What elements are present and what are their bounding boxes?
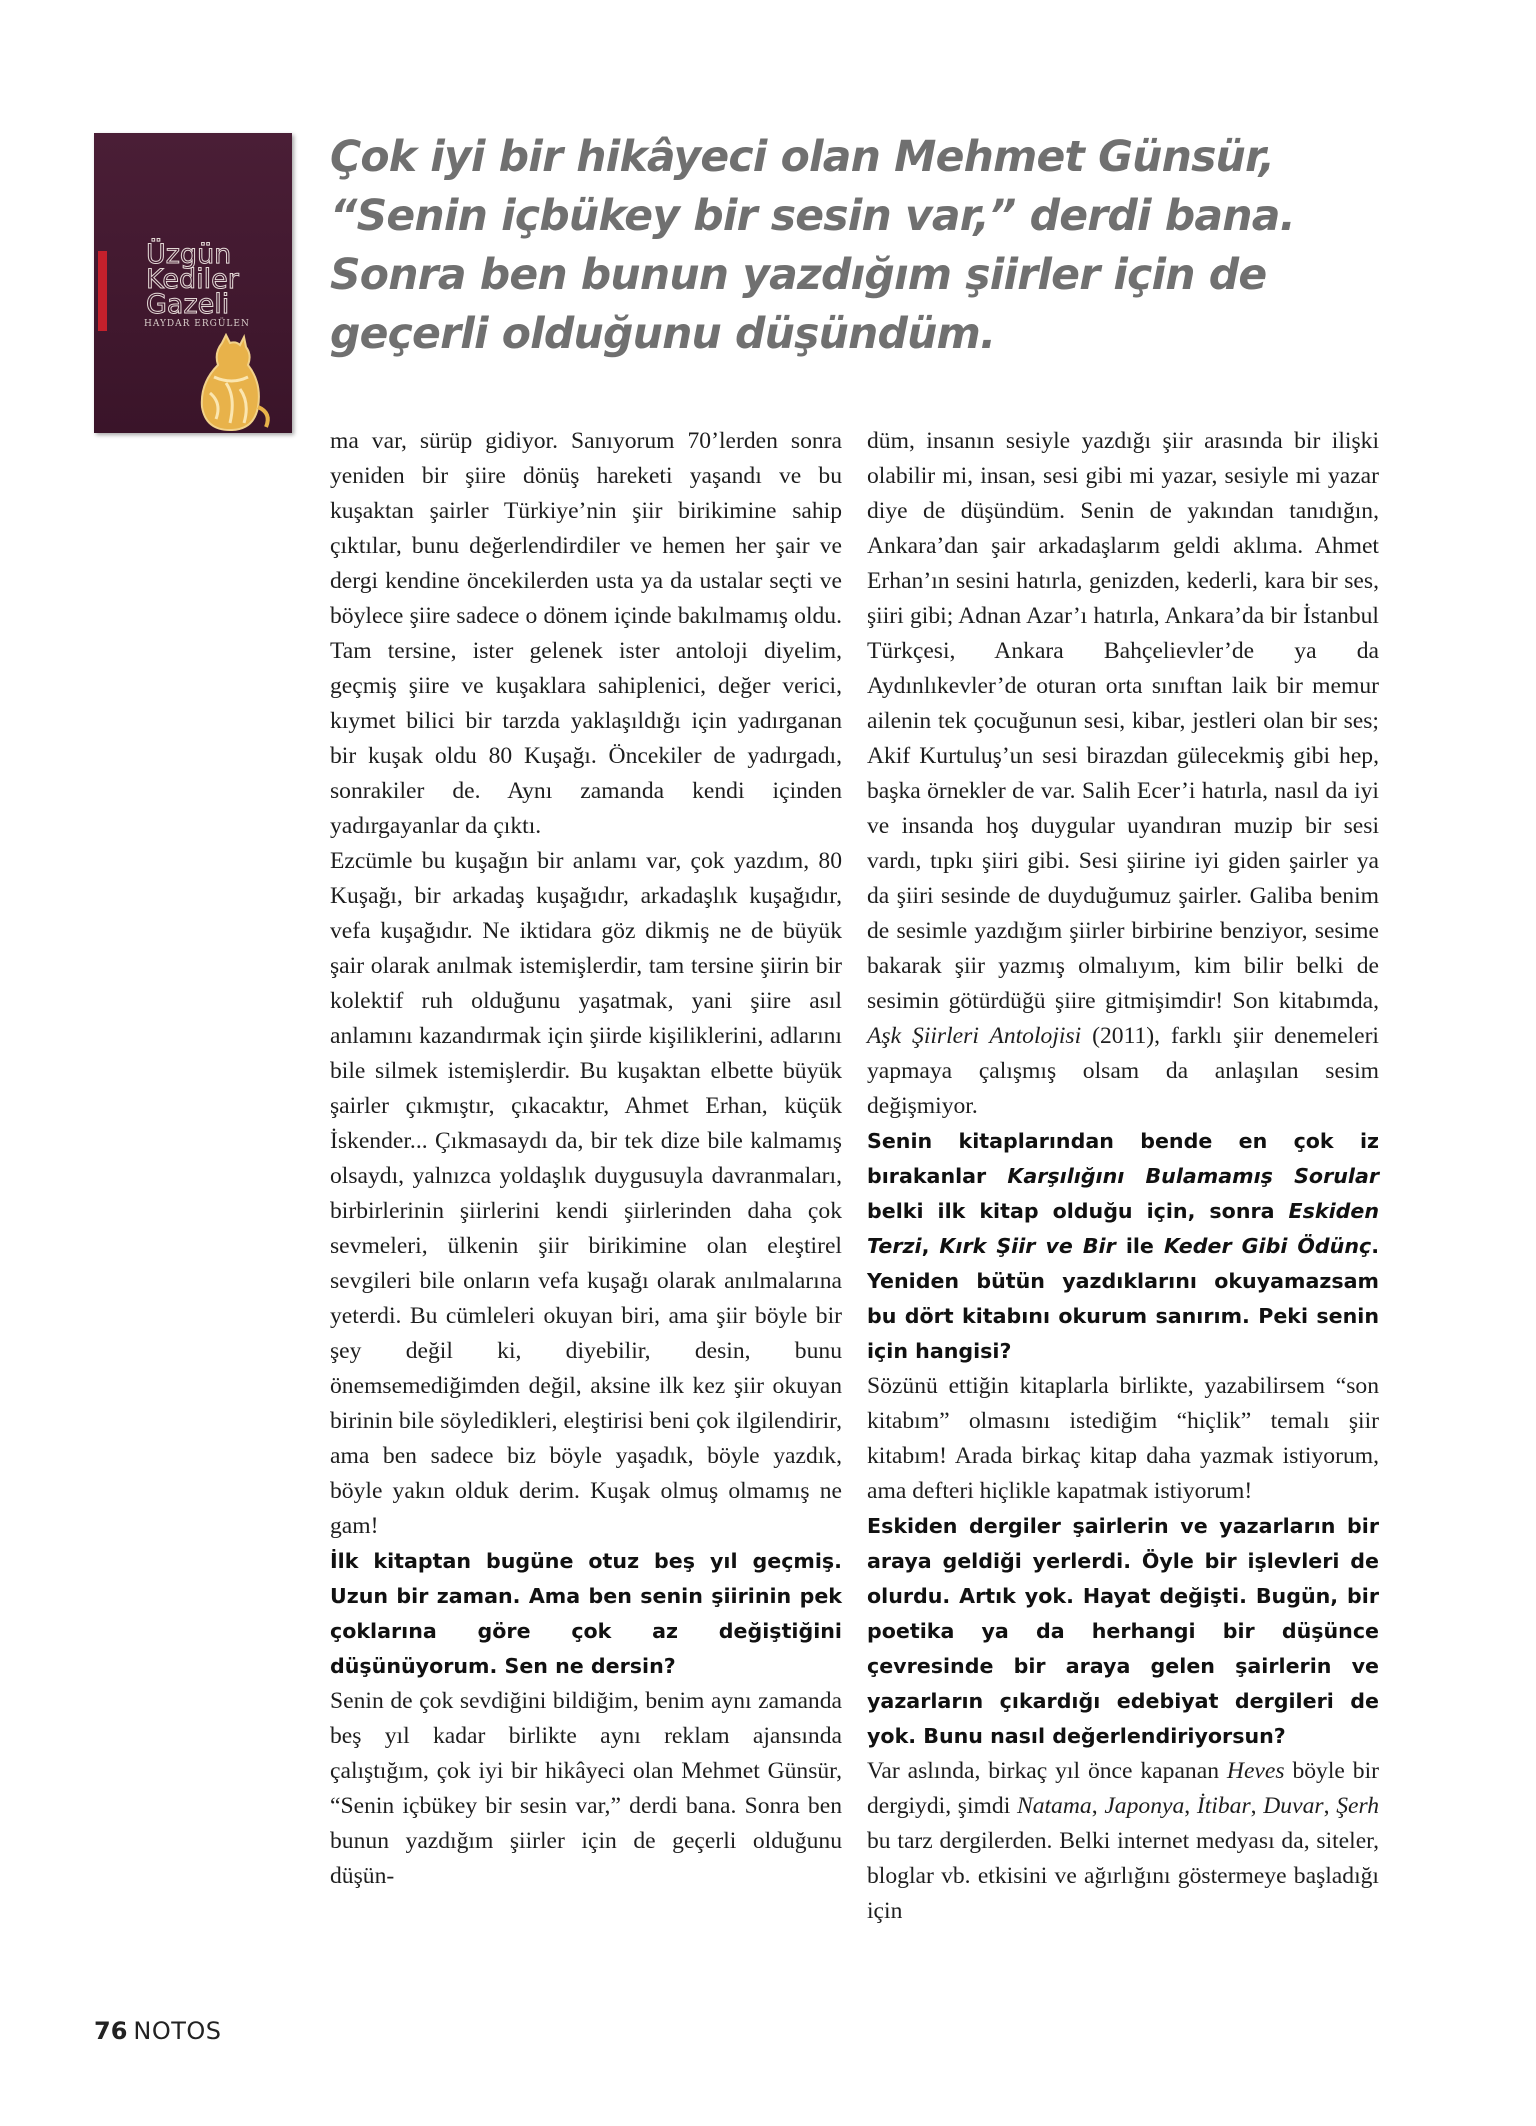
cat-illustration-icon — [192, 333, 272, 433]
book-title-line-2: Kediler — [146, 264, 239, 295]
interview-question: Eskiden dergiler şairlerin ve yazarların bir araya geldiği yerlerdi. Öyle bir işlevleri de olurdu. Artık yok. Hayat değişti. Bugün, bir poetika ya da herhangi bir düşünce çevresinde bir araya gelen şairlerin ve yazarların çıkardığı edebiyat dergileri de yok. Bunu nasıl değerlendiriyorsun? — [867, 1514, 1379, 1748]
book-title-reference: Keder Gibi Ödünç — [1163, 1234, 1372, 1258]
book-cover-image — [94, 133, 292, 433]
interview-question: Senin kitaplarından bende en çok iz bırakanlar Karşılığını Bulamamış Sorular belki ilk kitap olduğu için, sonra Eskiden Terzi, Kırk Şiir ve Bir ile Keder Gibi Ödünç. Yeniden bütün yazdıklarını okuyamazsam bu dört kitabını okurum sanırım. Peki senin için hangisi? — [867, 1129, 1380, 1363]
interview-question: İlk kitaptan bugüne otuz beş yıl geçmiş. Uzun bir zaman. Ama ben senin şiirinin pek çoklarına göre çok az değiştiğini düşünüyorum. Sen ne dersin? — [330, 1549, 842, 1678]
book-title-reference: Aşk Şiirleri Antolojisi — [867, 1023, 1082, 1049]
magazine-reference: Japonya — [1104, 1793, 1185, 1819]
answer-paragraph: Senin de çok sevdiğini bildiğim, benim aynı zamanda beş yıl kadar birlikte aynı reklam ajansında çalıştığım, çok iyi bir hikâyeci olan Mehmet Günsür, “Senin içbükey bir sesin var,” derdi bana. Sonra ben bunun yazdığım şiirler için de geçerli olduğunu düşün- — [330, 1688, 842, 1889]
magazine-name: NOTOS — [133, 2017, 222, 2045]
article-column-right — [867, 424, 1379, 1929]
pull-quote: Çok iyi bir hikâyeci olan Mehmet Günsür, “Senin içbükey bir sesin var,” derdi bana. Sonra ben bunun yazdığım şiirler için de geçerli olduğunu düşündüm. — [330, 133, 1295, 359]
publisher-mark — [98, 251, 107, 331]
magazine-reference: İtibar — [1196, 1793, 1251, 1819]
book-title-line-3: Gazeli — [146, 289, 230, 320]
book-title-reference: Eskiden Terzi — [867, 1199, 1379, 1258]
book-title-reference: Kırk Şiir ve Bir — [939, 1234, 1116, 1258]
answer-paragraph: düm, insanın sesiyle yazdığı şiir arasında bir ilişki olabilir mi, insan, sesi gibi mi yazar, sesiyle mi yazar diye de düşündüm. Senin de yakından tanıdığın, Ankara’dan şair arkadaşlarım geldi aklıma. Ahmet Erhan’ın sesini hatırla, genizden, kederli, kara bir ses, şiiri gibi; Adnan Azar’ı hatırla, Ankara’da bir İstanbul Türkçesi, Ankara Bahçelievler’de ya da Aydınlıkevler’de oturan orta sınıftan laik bir memur ailenin tek çocuğunun sesi, kibar, jestleri olan bir ses; Akif Kurtuluş’un sesi birazdan gülecekmiş gibi hep, başka örnekler de var. Salih Ecer’i hatırla, nasıl da iyi ve insanda hoş duygular uyandıran muzip bir sesi vardı, tıpkı şiiri gibi. Sesi şiirine iyi giden şairler ya da şiiri sesinde de duyduğumuz şairler. Galiba benim de sesimle yazdığım şiirler birbirine benziyor, sesime bakarak şiir yazmış olmalıyım, kim bilir belki de sesimin götürdüğü şiire gitmişimdir! Son kitabımda, Aşk Şiirleri Antolojisi (2011), farklı şiir denemeleri yapmaya çalışmış olsam da anlaşılan sesim değişmiyor. — [867, 428, 1379, 1119]
answer-paragraph: Var aslında, birkaç yıl önce kapanan Heves böyle bir dergiydi, şimdi Natama, Japonya, İtibar, Duvar, Şerh bu tarz dergilerden. Belki internet medyası da, siteler, bloglar vb. etkisini ve ağırlığını göstermeye başladığı için — [867, 1758, 1380, 1924]
answer-paragraph: ma var, sürüp gidiyor. Sanıyorum 70’lerden sonra yeniden bir şiire dönüş hareketi yaşandı ve bu kuşaktan şairler Türkiye’nin şiir birikimine sahip çıktılar, bunu değerlendirdiler ve hemen her şair ve dergi kendine öncekilerden usta ya da ustalar seçti ve böylece şiire sadece o dönem içinde bakılmamış oldu. Tam tersine, ister gelenek ister antoloji diyelim, geçmiş şiire ve kuşaklara sahiplenici, değer verici, kıymet bilici bir tarzda yaklaşıldığı için yadırganan bir kuşak oldu 80 Kuşağı. Öncekiler de yadırgadı, sonrakiler de. Aynı zamanda kendi içinden yadırgayanlar da çıktı. — [330, 428, 842, 839]
book-title-line-1: Üzgün — [146, 239, 232, 270]
book-title-reference: Karşılığını Bulamamış Sorular — [1007, 1164, 1379, 1188]
magazine-reference: Heves — [1226, 1758, 1285, 1784]
magazine-reference: Şerh — [1336, 1793, 1380, 1819]
answer-paragraph: Sözünü ettiğin kitaplarla birlikte, yazabilirsem “son kitabım” olmasını istediğim “hiçlik” temalı şiir kitabım! Arada birkaç kitap daha yazmak istiyorum, ama defteri hiçlikle kapatmak istiyorum! — [867, 1373, 1379, 1504]
book-author: HAYDAR ERGÜLEN — [144, 319, 250, 329]
magazine-reference: Natama — [1016, 1793, 1092, 1819]
magazine-reference: Duvar — [1263, 1793, 1324, 1819]
article-column-left — [330, 424, 842, 1894]
answer-paragraph: Ezcümle bu kuşağın bir anlamı var, çok yazdım, 80 Kuşağı, bir arkadaş kuşağıdır, arkadaşlık kuşağıdır, vefa kuşağıdır. Ne iktidara göz dikmiş ne de büyük şair olarak anılmak istemişlerdir, tam tersine şiirin bir kolektif ruh olduğunu yaşatmak, yani şiire asıl anlamını kazandırmak için şiirde kişiliklerini, adlarını bile silmek istemişlerdir. Bu kuşaktan elbette büyük şairler çıkmıştır, çıkacaktır, Ahmet Erhan, küçük İskender... Çıkmasaydı da, bir tek dize bile kalmamış olsaydı, yalnızca yoldaşlık duygusuyla davranmaları, birbirlerinin şiirlerini kendi şiirlerinden daha çok sevmeleri, ülkenin şiir birikimine olan eleştirel sevgileri bile onların vefa kuşağı olarak anılmalarına yeterdi. Bu cümleleri okuyan biri, ama şiir böyle bir şey değil ki, diyebilir, desin, bunu önemsemediğimden değil, aksine ilk kez şiir okuyan birinin bile söyledikleri, eleştirisi beni çok ilgilendirir, ama ben sadece biz böyle yaşadık, böyle yazdık, böyle yakın olduk derim. Kuşak olmuş olmamış ne gam! — [330, 848, 842, 1539]
page-footer — [94, 2017, 222, 2045]
page-number: 76 — [94, 2017, 128, 2045]
